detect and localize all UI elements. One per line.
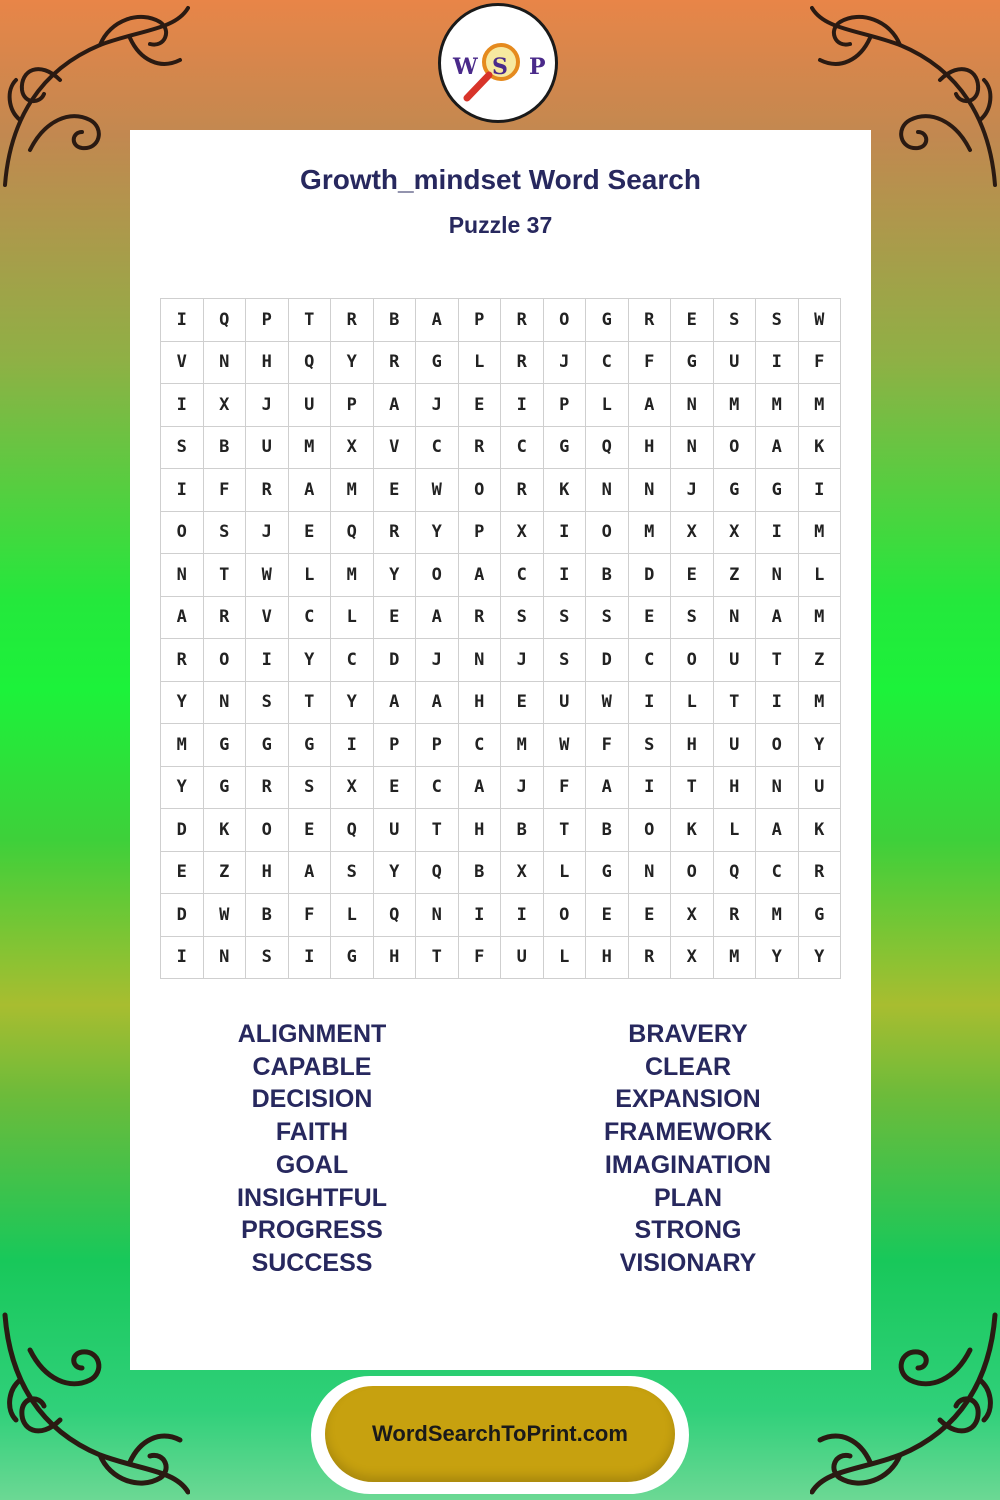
grid-cell: F xyxy=(204,469,247,512)
grid-cell: D xyxy=(629,554,672,597)
grid-cell: I xyxy=(246,639,289,682)
grid-cell: D xyxy=(586,639,629,682)
grid-cell: L xyxy=(459,342,502,385)
grid-cell: M xyxy=(629,512,672,555)
grid-cell: M xyxy=(714,384,757,427)
grid-cell: O xyxy=(586,512,629,555)
grid-cell: S xyxy=(544,597,587,640)
grid-cell: J xyxy=(416,639,459,682)
word-list-left xyxy=(162,1018,462,1280)
grid-cell: A xyxy=(586,767,629,810)
grid-cell: J xyxy=(501,639,544,682)
grid-cell: G xyxy=(416,342,459,385)
grid-cell: H xyxy=(671,724,714,767)
grid-cell: M xyxy=(331,469,374,512)
grid-cell: N xyxy=(756,767,799,810)
grid-cell: X xyxy=(671,894,714,937)
grid-cell: I xyxy=(161,937,204,980)
grid-cell: E xyxy=(501,682,544,725)
grid-cell: H xyxy=(459,809,502,852)
grid-cell: Q xyxy=(331,512,374,555)
grid-cell: S xyxy=(586,597,629,640)
grid-cell: T xyxy=(544,809,587,852)
grid-cell: B xyxy=(586,809,629,852)
grid-cell: G xyxy=(799,894,842,937)
grid-cell: E xyxy=(289,512,332,555)
grid-cell: Y xyxy=(331,682,374,725)
grid-cell: U xyxy=(501,937,544,980)
grid-cell: M xyxy=(756,894,799,937)
grid-cell: H xyxy=(629,427,672,470)
grid-cell: G xyxy=(544,427,587,470)
grid-cell: P xyxy=(544,384,587,427)
grid-cell: N xyxy=(714,597,757,640)
word-list-item: PLAN xyxy=(653,1183,723,1212)
word-list-item: IMAGINATION xyxy=(604,1150,772,1179)
grid-cell: M xyxy=(331,554,374,597)
grid-cell: G xyxy=(586,299,629,342)
grid-cell: H xyxy=(459,682,502,725)
grid-cell: S xyxy=(714,299,757,342)
grid-cell: Y xyxy=(416,512,459,555)
grid-cell: N xyxy=(416,894,459,937)
grid-cell: G xyxy=(204,767,247,810)
grid-cell: M xyxy=(714,937,757,980)
grid-cell: O xyxy=(671,639,714,682)
grid-cell: X xyxy=(671,937,714,980)
grid-cell: S xyxy=(331,852,374,895)
grid-cell: C xyxy=(756,852,799,895)
grid-cell: F xyxy=(586,724,629,767)
grid-cell: T xyxy=(289,682,332,725)
grid-cell: A xyxy=(756,427,799,470)
grid-cell: R xyxy=(459,597,502,640)
website-link-button[interactable]: WordSearchToPrint.com xyxy=(325,1386,675,1482)
grid-cell: X xyxy=(204,384,247,427)
grid-cell: S xyxy=(501,597,544,640)
grid-cell: O xyxy=(544,894,587,937)
grid-cell: L xyxy=(544,937,587,980)
puzzle-sheet xyxy=(130,130,871,1370)
grid-cell: I xyxy=(161,469,204,512)
grid-cell: M xyxy=(289,427,332,470)
grid-cell: S xyxy=(671,597,714,640)
grid-cell: J xyxy=(246,512,289,555)
word-list-item: BRAVERY xyxy=(628,1020,748,1048)
word-list-right xyxy=(538,1018,838,1280)
grid-cell: I xyxy=(501,894,544,937)
grid-cell: L xyxy=(671,682,714,725)
grid-cell: K xyxy=(204,809,247,852)
word-list-item: FRAMEWORK xyxy=(603,1118,773,1147)
grid-cell: A xyxy=(756,597,799,640)
grid-cell: Y xyxy=(374,554,417,597)
grid-cell: R xyxy=(246,767,289,810)
grid-cell: X xyxy=(671,512,714,555)
grid-cell: P xyxy=(331,384,374,427)
grid-cell: X xyxy=(501,512,544,555)
grid-cell: A xyxy=(459,554,502,597)
grid-cell: S xyxy=(161,427,204,470)
grid-cell: Y xyxy=(756,937,799,980)
grid-cell: L xyxy=(331,894,374,937)
grid-cell: Y xyxy=(799,724,842,767)
grid-cell: U xyxy=(714,724,757,767)
grid-cell: I xyxy=(501,384,544,427)
word-list-item: CLEAR xyxy=(644,1052,732,1081)
grid-cell: R xyxy=(459,427,502,470)
grid-cell: U xyxy=(374,809,417,852)
grid-cell: R xyxy=(501,469,544,512)
grid-cell: E xyxy=(586,894,629,937)
grid-cell: K xyxy=(544,469,587,512)
grid-cell: O xyxy=(544,299,587,342)
grid-cell: P xyxy=(246,299,289,342)
grid-cell: D xyxy=(161,809,204,852)
grid-cell: N xyxy=(629,469,672,512)
grid-cell: J xyxy=(246,384,289,427)
grid-cell: W xyxy=(799,299,842,342)
grid-cell: A xyxy=(756,809,799,852)
grid-cell: G xyxy=(586,852,629,895)
grid-cell: N xyxy=(459,639,502,682)
grid-cell: I xyxy=(756,682,799,725)
grid-cell: A xyxy=(459,767,502,810)
grid-cell: C xyxy=(459,724,502,767)
grid-cell: M xyxy=(756,384,799,427)
grid-cell: N xyxy=(756,554,799,597)
grid-cell: B xyxy=(204,427,247,470)
grid-cell: S xyxy=(544,639,587,682)
grid-cell: M xyxy=(799,512,842,555)
grid-cell: R xyxy=(799,852,842,895)
grid-cell: F xyxy=(289,894,332,937)
grid-cell: I xyxy=(459,894,502,937)
word-list-item: EXPANSION xyxy=(615,1085,761,1114)
grid-cell: U xyxy=(246,427,289,470)
grid-cell: E xyxy=(374,767,417,810)
grid-cell: O xyxy=(459,469,502,512)
grid-cell: I xyxy=(331,724,374,767)
grid-cell: V xyxy=(161,342,204,385)
grid-cell: N xyxy=(204,342,247,385)
grid-cell: K xyxy=(671,809,714,852)
grid-cell: F xyxy=(629,342,672,385)
grid-cell: A xyxy=(416,597,459,640)
grid-cell: C xyxy=(416,767,459,810)
grid-cell: Q xyxy=(204,299,247,342)
grid-cell: N xyxy=(204,682,247,725)
grid-cell: G xyxy=(756,469,799,512)
grid-cell: S xyxy=(204,512,247,555)
grid-cell: C xyxy=(289,597,332,640)
grid-cell: Q xyxy=(374,894,417,937)
grid-cell: R xyxy=(374,512,417,555)
grid-cell: Q xyxy=(416,852,459,895)
grid-cell: M xyxy=(799,597,842,640)
grid-cell: S xyxy=(756,299,799,342)
grid-cell: W xyxy=(586,682,629,725)
grid-cell: R xyxy=(246,469,289,512)
grid-cell: G xyxy=(714,469,757,512)
grid-cell: R xyxy=(161,639,204,682)
grid-cell: E xyxy=(671,299,714,342)
grid-cell: T xyxy=(756,639,799,682)
grid-cell: I xyxy=(544,554,587,597)
grid-cell: J xyxy=(544,342,587,385)
grid-cell: G xyxy=(289,724,332,767)
grid-cell: R xyxy=(331,299,374,342)
grid-cell: R xyxy=(374,342,417,385)
grid-cell: F xyxy=(459,937,502,980)
grid-cell: Y xyxy=(161,767,204,810)
grid-cell: I xyxy=(161,299,204,342)
grid-cell: B xyxy=(501,809,544,852)
grid-cell: O xyxy=(671,852,714,895)
grid-cell: A xyxy=(374,682,417,725)
grid-cell: B xyxy=(586,554,629,597)
grid-cell: T xyxy=(289,299,332,342)
grid-cell: Y xyxy=(374,852,417,895)
letter-grid xyxy=(160,298,841,979)
word-list-item: DECISION xyxy=(251,1085,373,1114)
site-logo[interactable] xyxy=(438,3,558,123)
grid-cell: R xyxy=(714,894,757,937)
grid-cell: O xyxy=(246,809,289,852)
word-list-item: FAITH xyxy=(275,1118,349,1147)
grid-cell: S xyxy=(629,724,672,767)
grid-cell: A xyxy=(161,597,204,640)
word-list-item: SUCCESS xyxy=(251,1248,373,1277)
grid-cell: E xyxy=(374,469,417,512)
grid-cell: I xyxy=(161,384,204,427)
word-list-item: GOAL xyxy=(275,1150,349,1179)
grid-cell: O xyxy=(714,427,757,470)
grid-cell: L xyxy=(289,554,332,597)
logo-letter-p: P xyxy=(529,54,546,80)
grid-cell: O xyxy=(204,639,247,682)
grid-cell: R xyxy=(204,597,247,640)
grid-cell: R xyxy=(629,299,672,342)
grid-cell: W xyxy=(246,554,289,597)
grid-cell: J xyxy=(671,469,714,512)
grid-cell: W xyxy=(204,894,247,937)
grid-cell: I xyxy=(289,937,332,980)
word-list-item: INSIGHTFUL xyxy=(237,1183,387,1212)
grid-cell: E xyxy=(671,554,714,597)
grid-cell: B xyxy=(246,894,289,937)
grid-cell: L xyxy=(331,597,374,640)
word-list-item: ALIGNMENT xyxy=(237,1020,387,1048)
grid-cell: L xyxy=(799,554,842,597)
grid-cell: M xyxy=(799,384,842,427)
grid-cell: G xyxy=(331,937,374,980)
grid-cell: C xyxy=(586,342,629,385)
grid-cell: W xyxy=(544,724,587,767)
grid-cell: Y xyxy=(289,639,332,682)
grid-cell: S xyxy=(289,767,332,810)
grid-cell: U xyxy=(714,639,757,682)
grid-cell: P xyxy=(374,724,417,767)
page-title: Growth_mindset Word Search xyxy=(300,164,701,195)
word-list-item: VISIONARY xyxy=(619,1248,757,1277)
grid-cell: X xyxy=(331,427,374,470)
logo-letter-w: W xyxy=(453,54,478,80)
word-list-item: CAPABLE xyxy=(252,1052,372,1081)
logo-letter-s: S xyxy=(492,54,508,80)
grid-cell: R xyxy=(501,342,544,385)
grid-cell: H xyxy=(374,937,417,980)
grid-cell: X xyxy=(714,512,757,555)
grid-cell: T xyxy=(416,937,459,980)
grid-cell: H xyxy=(246,852,289,895)
grid-cell: I xyxy=(756,342,799,385)
footer-badge xyxy=(311,1376,689,1494)
grid-cell: U xyxy=(714,342,757,385)
grid-cell: S xyxy=(246,682,289,725)
grid-cell: K xyxy=(799,809,842,852)
grid-cell: D xyxy=(161,894,204,937)
grid-cell: N xyxy=(204,937,247,980)
grid-cell: O xyxy=(756,724,799,767)
grid-cell: Q xyxy=(714,852,757,895)
grid-cell: A xyxy=(289,852,332,895)
grid-cell: G xyxy=(671,342,714,385)
grid-cell: Y xyxy=(331,342,374,385)
grid-cell: G xyxy=(246,724,289,767)
grid-cell: E xyxy=(629,597,672,640)
grid-cell: Y xyxy=(799,937,842,980)
grid-cell: J xyxy=(416,384,459,427)
grid-cell: M xyxy=(161,724,204,767)
grid-cell: I xyxy=(629,682,672,725)
grid-cell: J xyxy=(501,767,544,810)
grid-cell: I xyxy=(756,512,799,555)
grid-cell: F xyxy=(799,342,842,385)
grid-cell: Q xyxy=(289,342,332,385)
grid-cell: H xyxy=(246,342,289,385)
word-list-item: STRONG xyxy=(634,1216,742,1245)
grid-cell: N xyxy=(671,427,714,470)
grid-cell: E xyxy=(629,894,672,937)
grid-cell: O xyxy=(629,809,672,852)
grid-cell: Q xyxy=(586,427,629,470)
grid-cell: C xyxy=(501,427,544,470)
grid-cell: G xyxy=(204,724,247,767)
grid-cell: V xyxy=(246,597,289,640)
grid-cell: Q xyxy=(331,809,374,852)
grid-cell: A xyxy=(629,384,672,427)
grid-cell: A xyxy=(416,299,459,342)
grid-cell: F xyxy=(544,767,587,810)
grid-cell: E xyxy=(459,384,502,427)
puzzle-number: Puzzle 37 xyxy=(448,212,553,238)
grid-cell: H xyxy=(586,937,629,980)
grid-cell: U xyxy=(544,682,587,725)
grid-cell: U xyxy=(289,384,332,427)
grid-cell: U xyxy=(799,767,842,810)
word-list-item: PROGRESS xyxy=(241,1216,383,1245)
grid-cell: I xyxy=(799,469,842,512)
grid-cell: A xyxy=(416,682,459,725)
grid-cell: M xyxy=(799,682,842,725)
grid-cell: T xyxy=(204,554,247,597)
grid-cell: X xyxy=(331,767,374,810)
grid-cell: E xyxy=(289,809,332,852)
grid-cell: P xyxy=(459,512,502,555)
grid-cell: B xyxy=(374,299,417,342)
grid-cell: E xyxy=(161,852,204,895)
grid-cell: L xyxy=(586,384,629,427)
grid-cell: R xyxy=(629,937,672,980)
grid-cell: E xyxy=(374,597,417,640)
grid-cell: Z xyxy=(799,639,842,682)
grid-cell: I xyxy=(629,767,672,810)
grid-cell: C xyxy=(416,427,459,470)
grid-cell: Z xyxy=(714,554,757,597)
grid-cell: S xyxy=(246,937,289,980)
grid-cell: N xyxy=(629,852,672,895)
grid-cell: W xyxy=(416,469,459,512)
grid-cell: L xyxy=(714,809,757,852)
grid-cell: N xyxy=(161,554,204,597)
grid-cell: C xyxy=(331,639,374,682)
grid-cell: P xyxy=(416,724,459,767)
grid-cell: D xyxy=(374,639,417,682)
grid-cell: V xyxy=(374,427,417,470)
grid-cell: H xyxy=(714,767,757,810)
grid-cell: N xyxy=(586,469,629,512)
grid-cell: A xyxy=(289,469,332,512)
grid-cell: K xyxy=(799,427,842,470)
grid-cell: T xyxy=(714,682,757,725)
grid-cell: P xyxy=(459,299,502,342)
grid-cell: B xyxy=(459,852,502,895)
grid-cell: R xyxy=(501,299,544,342)
grid-cell: M xyxy=(501,724,544,767)
grid-cell: X xyxy=(501,852,544,895)
grid-cell: T xyxy=(416,809,459,852)
grid-cell: L xyxy=(544,852,587,895)
grid-cell: C xyxy=(501,554,544,597)
grid-cell: Z xyxy=(204,852,247,895)
grid-cell: I xyxy=(544,512,587,555)
grid-cell: T xyxy=(671,767,714,810)
grid-cell: Y xyxy=(161,682,204,725)
grid-cell: O xyxy=(161,512,204,555)
grid-cell: O xyxy=(416,554,459,597)
grid-cell: C xyxy=(629,639,672,682)
grid-cell: N xyxy=(671,384,714,427)
grid-cell: A xyxy=(374,384,417,427)
